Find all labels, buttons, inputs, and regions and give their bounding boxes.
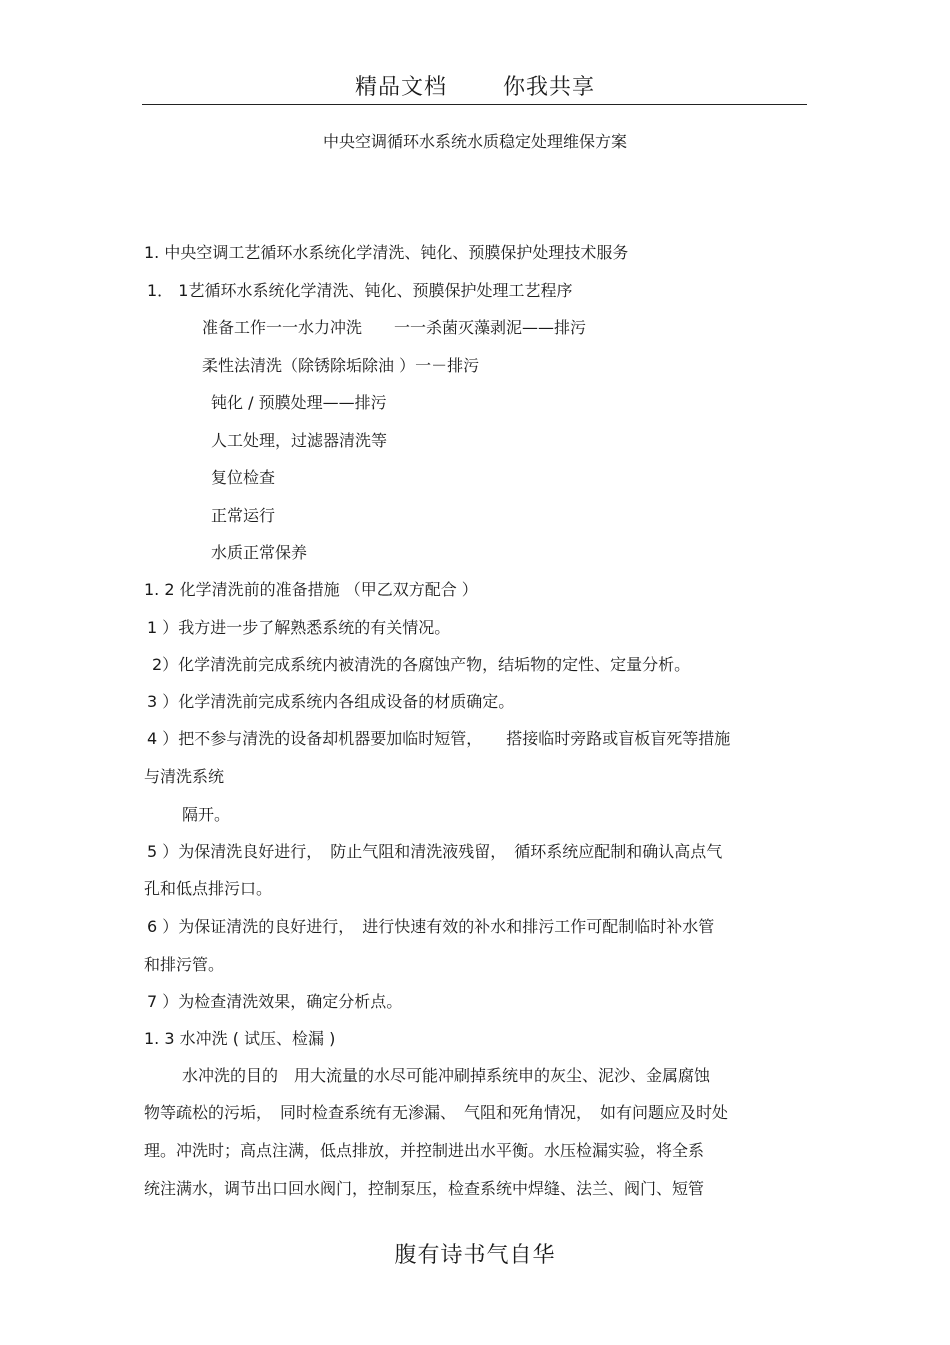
body-line: 1. 3 水冲洗 ( 试压、检漏 ) [144, 1029, 336, 1048]
body-line: 与清洗系统 [144, 767, 225, 786]
body-line: 正常运行 [211, 506, 276, 525]
page-header [0, 70, 950, 101]
body-line: 5 ）为保清洗良好进行， 防止气阻和清洗液残留， 循环系统应配制和确认高点气 [147, 842, 723, 861]
body-line: 1. 2 化学清洗前的准备措施 （甲乙双方配合 ） [144, 580, 478, 599]
body-line: 水冲洗的目的 用大流量的水尽可能冲刷掉系统申的灰尘、泥沙、金属腐蚀 [182, 1066, 711, 1085]
page-footer: 腹有诗书气自华 [394, 1243, 556, 1268]
body-line: 和排污管。 [144, 955, 225, 974]
body-line: 2）化学清洗前完成系统内被清洗的各腐蚀产物，结垢物的定性、定量分析。 [152, 655, 691, 674]
body-line: 4 ）把不参与清洗的设备却机器要加临时短管， 搭接临时旁路或盲板盲死等措施 [147, 729, 731, 748]
body-line: 物等疏松的污垢， 同时检查系统有无渗漏、 气阻和死角情况， 如有问题应及时处 [144, 1103, 729, 1122]
body-line: 统注满水，调节出口回水阀门，控制泵压，检查系统中焊缝、法兰、阀门、短管 [144, 1179, 705, 1198]
body-line: 隔开。 [182, 805, 231, 824]
body-line: 1. 中央空调工艺循环水系统化学清洗、钝化、预膜保护处理技术服务 [144, 243, 629, 262]
body-line: 钝化 / 预膜处理——排污 [211, 393, 387, 412]
body-line: 理。冲洗时；高点注满，低点排放，并控制进出水平衡。水压检漏实验，将全系 [144, 1141, 705, 1160]
body-line: 1． 1艺循环水系统化学清洗、钝化、预膜保护处理工艺程序 [147, 281, 573, 300]
body-line: 3 ）化学清洗前完成系统内各组成设备的材质确定。 [147, 692, 515, 711]
body-line: 复位检查 [211, 468, 276, 487]
body-line: 6 ）为保证清洗的良好进行， 进行快速有效的补水和排污工作可配制临时补水管 [147, 917, 715, 936]
body-line: 准备工作一一水力冲洗 一一杀菌灭藻剥泥——排污 [202, 318, 587, 337]
header-right-text: 你我共享 [503, 75, 596, 100]
body-line: 柔性法清洗（除锈除垢除油 ）一－排污 [202, 356, 480, 375]
body-line: 孔和低点排污口。 [144, 879, 273, 898]
body-line: 水质正常保养 [211, 543, 308, 562]
body-line: 1 ）我方进一步了解熟悉系统的有关情况。 [147, 618, 451, 637]
header-left-text: 精品文档 [354, 75, 447, 100]
body-line: 人工处理，过滤器清洗等 [211, 431, 388, 450]
header-rule [142, 104, 807, 105]
body-line: 7 ）为检查清洗效果，确定分析点。 [147, 992, 403, 1011]
document-title: 中央空调循环水系统水质稳定处理维保方案 [322, 132, 627, 151]
